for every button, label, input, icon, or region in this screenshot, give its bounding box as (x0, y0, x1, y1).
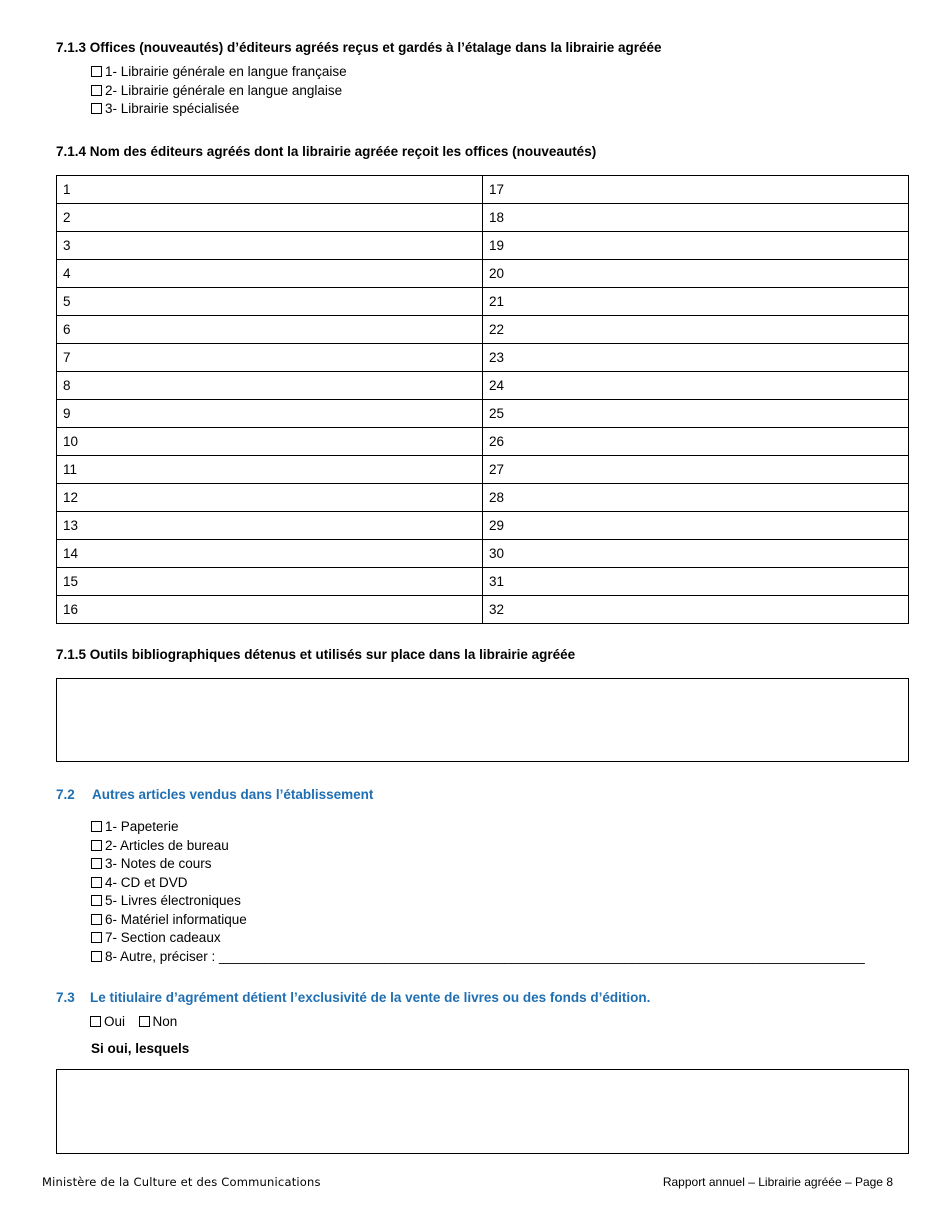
section-number: 7.3 (56, 990, 75, 1005)
editeur-cell[interactable]: 9 (57, 400, 483, 428)
editeur-cell[interactable]: 22 (483, 316, 909, 344)
section-7-1-5-title: 7.1.5 Outils bibliographiques détenus et utilisés sur place dans la librairie agréée (56, 647, 576, 662)
table-row (57, 484, 909, 512)
table-row (57, 400, 909, 428)
checkbox[interactable] (91, 103, 102, 114)
editeur-cell[interactable]: 13 (57, 512, 483, 540)
option-livres-electroniques[interactable] (91, 892, 865, 911)
section-7-2-options (91, 818, 865, 966)
option-materiel-informatique[interactable] (91, 911, 865, 930)
option-label: 5- Livres électroniques (105, 893, 241, 908)
checkbox[interactable] (91, 914, 102, 925)
table-row (57, 512, 909, 540)
checkbox[interactable] (91, 85, 102, 96)
option-section-cadeaux[interactable] (91, 929, 865, 948)
option-papeterie[interactable] (91, 818, 865, 837)
editeur-cell[interactable]: 23 (483, 344, 909, 372)
editeur-cell[interactable]: 10 (57, 428, 483, 456)
editeur-cell[interactable]: 20 (483, 260, 909, 288)
table-row (57, 372, 909, 400)
checkbox[interactable] (91, 895, 102, 906)
checkbox[interactable] (91, 877, 102, 888)
section-label: Le titiulaire d’agrément détient l’exclusivité de la vente de livres ou des fonds d’édition. (90, 990, 651, 1005)
editeur-cell[interactable]: 4 (57, 260, 483, 288)
editeur-cell[interactable]: 7 (57, 344, 483, 372)
option-label: 1- Papeterie (105, 819, 179, 834)
outils-bibliographiques-field[interactable] (56, 678, 909, 762)
option-autre[interactable] (91, 948, 865, 967)
editeur-cell[interactable]: 27 (483, 456, 909, 484)
table-row (57, 288, 909, 316)
si-oui-label: Si oui, lesquels (91, 1041, 190, 1056)
checkbox[interactable] (91, 951, 102, 962)
table-row (57, 596, 909, 624)
option-notes-cours[interactable] (91, 855, 865, 874)
editeur-cell[interactable]: 25 (483, 400, 909, 428)
option-label: 2- Articles de bureau (105, 837, 229, 853)
checkbox[interactable] (91, 840, 102, 851)
option-label: 1- Librairie générale en langue française (105, 64, 347, 79)
editeur-cell[interactable]: 28 (483, 484, 909, 512)
option-non[interactable] (139, 1014, 178, 1029)
table-row (57, 232, 909, 260)
oui-non-choice (90, 1013, 177, 1032)
checkbox[interactable] (91, 932, 102, 943)
editeur-cell[interactable]: 3 (57, 232, 483, 260)
footer-page-info: Rapport annuel – Librairie agréée – Page 8 (662, 1175, 893, 1189)
section-7-3-title (56, 990, 650, 1005)
table-row (57, 204, 909, 232)
editeur-cell[interactable]: 8 (57, 372, 483, 400)
table-row (57, 176, 909, 204)
checkbox[interactable] (90, 1016, 101, 1027)
table-row (57, 260, 909, 288)
checkbox[interactable] (139, 1016, 150, 1027)
editeur-cell[interactable]: 2 (57, 204, 483, 232)
option-label: 3- Notes de cours (105, 856, 212, 871)
section-label: Autres articles vendus dans l’établissement (92, 787, 374, 802)
section-7-1-3-options (91, 63, 347, 119)
table-row (57, 428, 909, 456)
editeur-cell[interactable]: 24 (483, 372, 909, 400)
option-label: 4- CD et DVD (105, 874, 188, 890)
table-row (57, 344, 909, 372)
section-7-1-3-title: 7.1.3 Offices (nouveautés) d’éditeurs agréés reçus et gardés à l’étalage dans la librairie agréée (56, 40, 662, 55)
option-label: Oui (104, 1014, 126, 1029)
option-librairie-specialisee[interactable] (91, 100, 347, 119)
editeur-cell[interactable]: 18 (483, 204, 909, 232)
option-librairie-francaise[interactable] (91, 63, 347, 82)
editeur-cell[interactable]: 32 (483, 596, 909, 624)
table-row (57, 540, 909, 568)
section-number: 7.2 (56, 787, 75, 802)
editeur-cell[interactable]: 12 (57, 484, 483, 512)
option-label: 7- Section cadeaux (105, 930, 221, 945)
checkbox[interactable] (91, 858, 102, 869)
editeur-cell[interactable]: 14 (57, 540, 483, 568)
section-7-2-title (56, 787, 373, 802)
exclusivite-details-field[interactable] (56, 1069, 909, 1154)
option-oui[interactable] (90, 1014, 125, 1029)
editeur-cell[interactable]: 31 (483, 568, 909, 596)
option-label: 2- Librairie générale en langue anglaise (105, 82, 343, 98)
editeur-cell[interactable]: 15 (57, 568, 483, 596)
editeur-cell[interactable]: 16 (57, 596, 483, 624)
editeur-cell[interactable]: 21 (483, 288, 909, 316)
option-label: 8- Autre, préciser : ______________________________________________________________________________________ (105, 948, 865, 964)
option-cd-dvd[interactable] (91, 874, 865, 893)
checkbox[interactable] (91, 821, 102, 832)
editeur-cell[interactable]: 19 (483, 232, 909, 260)
checkbox[interactable] (91, 66, 102, 77)
option-label: 6- Matériel informatique (105, 911, 247, 927)
editeur-cell[interactable]: 17 (483, 176, 909, 204)
table-row (57, 568, 909, 596)
table-row (57, 456, 909, 484)
footer-ministry: Ministère de la Culture et des Communications (42, 1175, 321, 1189)
section-7-1-4-title: 7.1.4 Nom des éditeurs agréés dont la librairie agréée reçoit les offices (nouveautés) (56, 144, 597, 159)
editeur-cell[interactable]: 5 (57, 288, 483, 316)
table-row (57, 316, 909, 344)
editeur-cell[interactable]: 29 (483, 512, 909, 540)
editeur-cell[interactable]: 6 (57, 316, 483, 344)
editeur-cell[interactable]: 1 (57, 176, 483, 204)
option-label: Non (152, 1014, 178, 1029)
editeurs-table (56, 175, 909, 624)
option-librairie-anglaise[interactable] (91, 82, 347, 101)
editeur-cell[interactable]: 30 (483, 540, 909, 568)
option-articles-bureau[interactable] (91, 837, 865, 856)
option-label: 3- Librairie spécialisée (105, 101, 240, 116)
editeur-cell[interactable]: 11 (57, 456, 483, 484)
editeur-cell[interactable]: 26 (483, 428, 909, 456)
